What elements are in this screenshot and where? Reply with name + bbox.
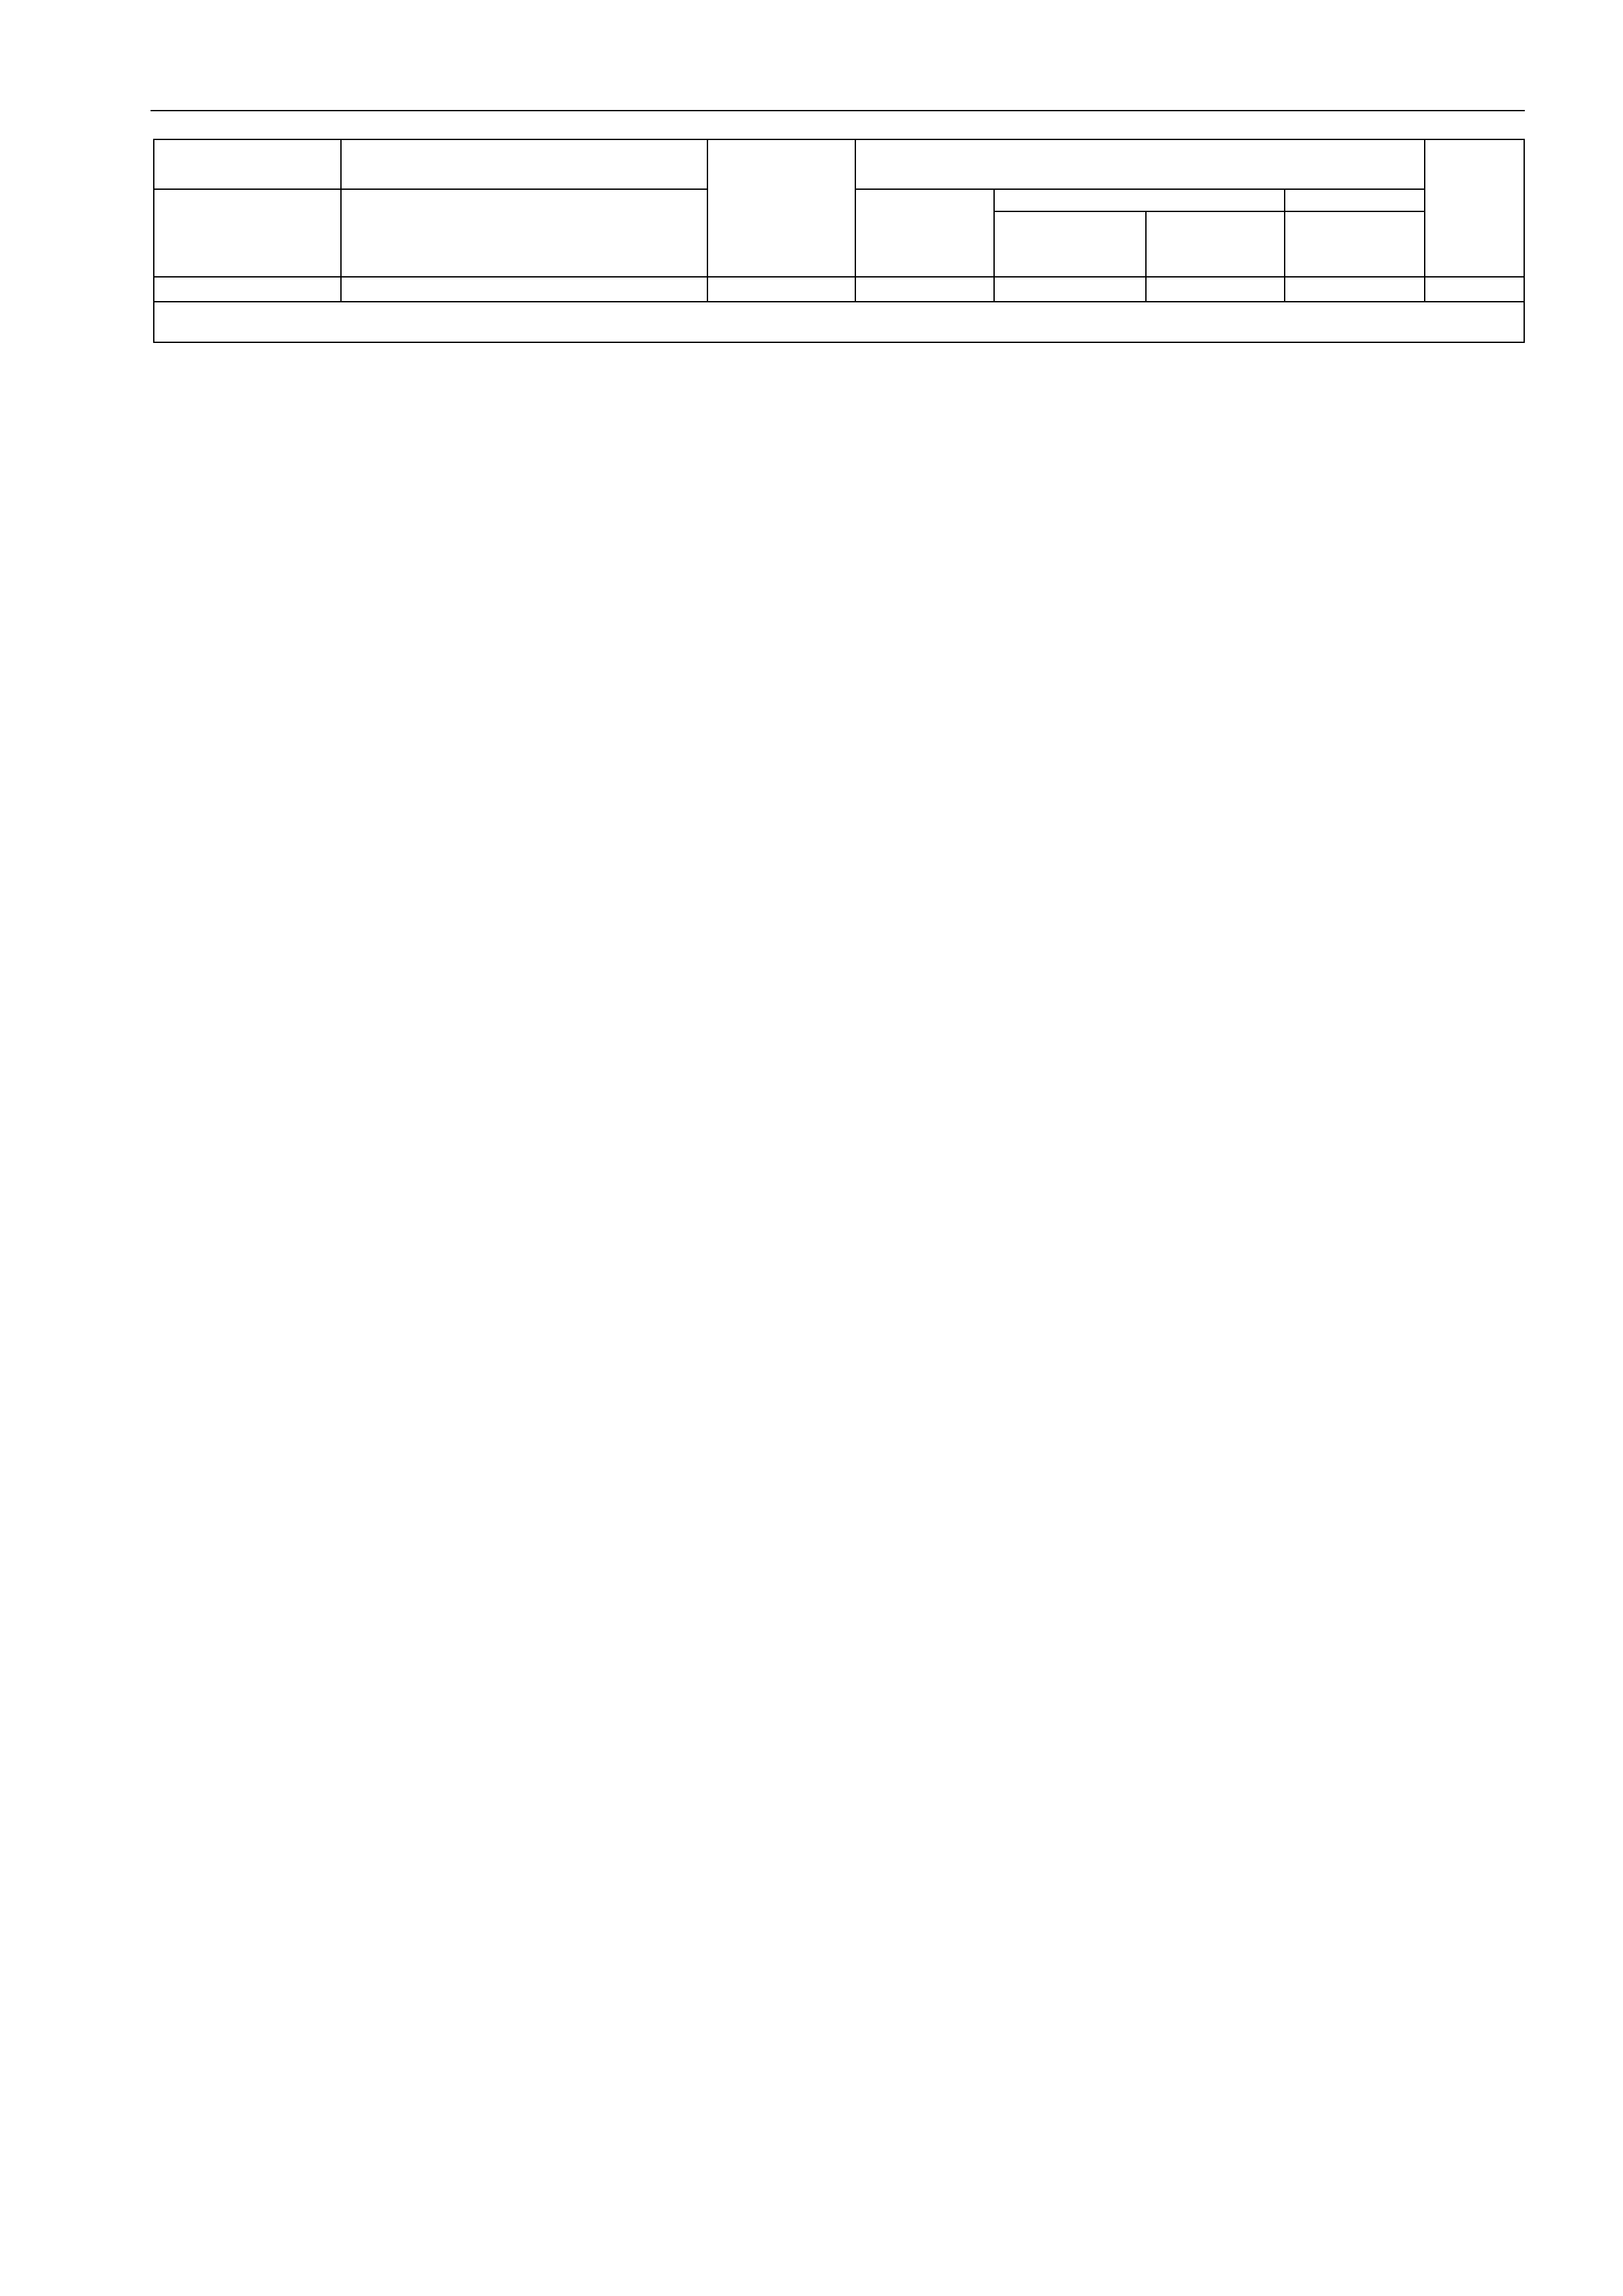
header-machines-wage bbox=[1146, 211, 1285, 277]
column-number bbox=[1425, 277, 1524, 302]
header-materials-sub bbox=[1285, 211, 1425, 277]
header-wage bbox=[855, 189, 994, 277]
column-number bbox=[707, 277, 855, 302]
header-name bbox=[341, 139, 707, 189]
header-machines bbox=[994, 189, 1285, 211]
header-labor bbox=[1425, 139, 1524, 277]
column-number bbox=[1146, 277, 1285, 302]
header-name-sub bbox=[341, 189, 707, 277]
header-code bbox=[154, 139, 341, 189]
header-machines-total bbox=[994, 211, 1146, 277]
column-number bbox=[1285, 277, 1425, 302]
column-number bbox=[855, 277, 994, 302]
column-number bbox=[994, 277, 1146, 302]
table-header bbox=[154, 139, 1524, 302]
header-code-sub bbox=[154, 189, 341, 277]
rates-table bbox=[153, 139, 1525, 343]
column-number bbox=[154, 277, 341, 302]
page-header bbox=[151, 71, 1525, 111]
header-direct bbox=[707, 139, 855, 277]
header-materials bbox=[1285, 189, 1425, 211]
header-incl bbox=[855, 139, 1425, 189]
column-number bbox=[341, 277, 707, 302]
subsection-title bbox=[154, 302, 1524, 342]
